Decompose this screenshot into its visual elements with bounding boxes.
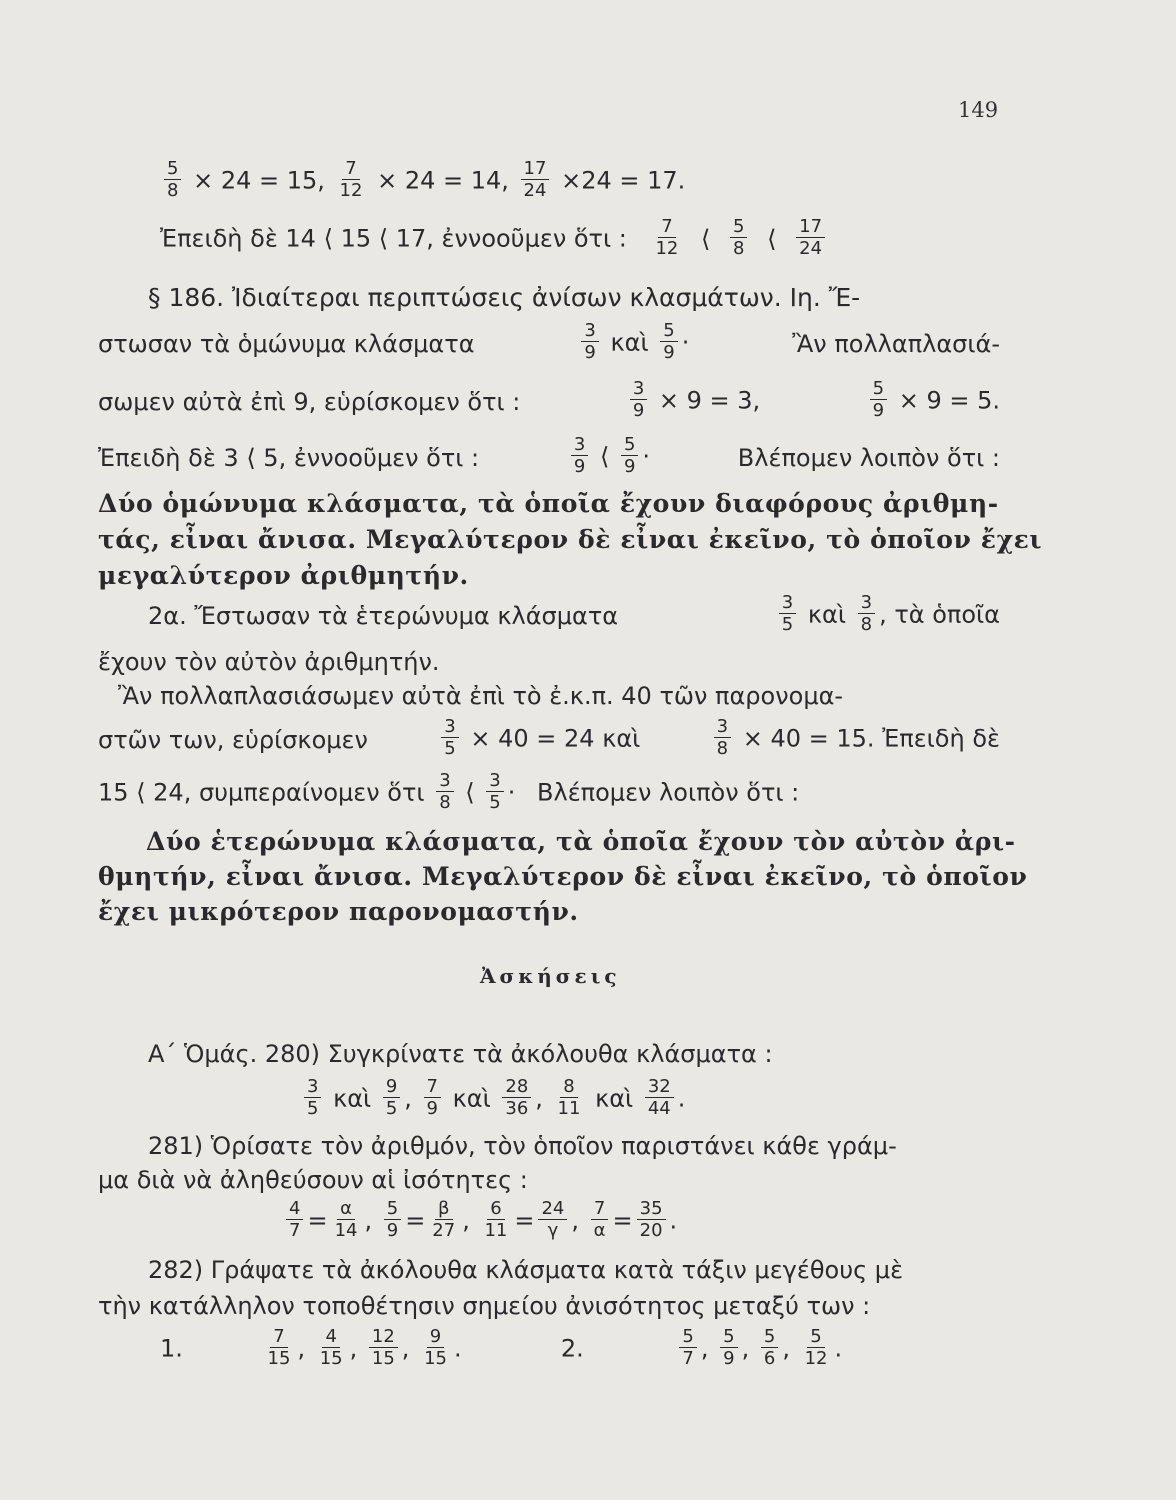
rule-2-line-1: Δύο ἑτερώνυμα κλάσματα, τὰ ὁποῖα ἔχουν τὸν αὐτὸν ἀρι- (146, 827, 1016, 856)
fraction: $\frac{9}{15}$ (424, 1326, 447, 1369)
fraction: $\frac{\alpha}{14}$ (334, 1198, 358, 1241)
fraction: $\frac{3}{8}$ (436, 770, 453, 813)
exercise-282-line-2: τὴν κατάλληλον τοποθέτησιν σημείου ἀνισότητος μεταξύ των : (98, 1292, 871, 1320)
exercise-280-label: Α΄ Ὁμάς. 280) Συγκρίνατε τὰ ἀκόλουθα κλάσματα : (148, 1040, 773, 1068)
fraction: $\frac{5}{6}$ (761, 1326, 778, 1369)
fraction: $\frac{5}{9}$ (621, 434, 638, 477)
case-2a-line-1: 2α. Ἔστωσαν τὰ ἑτερώνυμα κλάσματα $\frac{3}{5}$ καὶ $\frac{3}{8}$ , τὰ ὁποῖα (148, 592, 1000, 635)
fraction: $\frac{17}{24}$ (796, 216, 825, 259)
fraction: $\frac{9}{5}$ (383, 1076, 400, 1119)
fraction: $\frac{7}{12}$ (339, 158, 363, 201)
case-2a-line-4: στῶν των, εὑρίσκομεν $\frac{3}{5}$ × 40 = 24 καὶ $\frac{3}{8}$ × 40 = 15. Ἐπειδὴ δὲ (98, 716, 1000, 759)
rule-1-line-3: μεγαλύτερον ἀριθμητήν. (98, 561, 469, 590)
equation-line-1: $\frac{5}{8}$ × 24 = 15, $\frac{7}{12}$ × 24 = 14, $\frac{17}{24}$ ×24 = 17. (160, 160, 1000, 203)
fraction: $\frac{7}{9}$ (424, 1076, 441, 1119)
fraction: $\frac{17}{24}$ (521, 158, 550, 201)
fraction: $\frac{3}{8}$ (858, 592, 875, 635)
fraction: $\frac{28}{36}$ (502, 1076, 531, 1119)
exercise-281-equalities: $\frac{4}{7}$ = $\frac{\alpha}{14}$ , $\frac{5}{9}$ = $\frac{\beta}{27}$ , $\frac{6}{11}$ = $\frac{24}{\gamma}$ , $\frac{7}{\alpha}$ = $\frac{35}{20}$ . (282, 1200, 1000, 1243)
exercise-280-fractions: $\frac{3}{5}$ καὶ $\frac{9}{5}$ , $\frac{7}{9}$ καὶ $\frac{28}{36}$ , $\frac{8}{11}$ καὶ $\frac{32}{44}$ . (300, 1078, 1000, 1121)
fraction: $\frac{3}{9}$ (630, 378, 647, 421)
section-line-4: Ἐπειδὴ δὲ 3 ⟨ 5, ἐννοοῦμεν ὅτι : $\frac{3}{9}$ ⟨ $\frac{5}{9}$ · Βλέπομεν λοιπὸν ὅτι : (98, 434, 1000, 477)
fraction: $\frac{6}{11}$ (484, 1198, 508, 1241)
rule-1-line-1: Δύο ὁμώνυμα κλάσματα, τὰ ὁποῖα ἔχουν διαφόρους ἀριθμη- (98, 489, 999, 518)
section-line-3: σωμεν αὐτὰ ἐπὶ 9, εὑρίσκομεν ὅτι : $\frac{3}{9}$ × 9 = 3, $\frac{5}{9}$ × 9 = 5. (98, 378, 1000, 421)
fraction: $\frac{3}{5}$ (779, 592, 796, 635)
fraction: $\frac{3}{9}$ (571, 434, 588, 477)
fraction: $\frac{3}{5}$ (441, 716, 458, 759)
fraction: $\frac{5}{9}$ (384, 1198, 401, 1241)
fraction: $\frac{4}{7}$ (286, 1198, 303, 1241)
exercise-281-line-2: μα διὰ νὰ ἀληθεύσουν αἱ ἰσότητες : (98, 1166, 528, 1194)
fraction: $\frac{4}{15}$ (319, 1326, 343, 1369)
fraction: $\frac{3}{5}$ (486, 770, 503, 813)
exercise-282-line-1: 282) Γράψατε τὰ ἀκόλουθα κλάσματα κατὰ τάξιν μεγέθους μὲ (148, 1256, 904, 1284)
fraction: $\frac{5}{8}$ (730, 216, 747, 259)
rule-1-line-2: τάς, εἶναι ἄνισα. Μεγαλύτερον δὲ εἶναι ἐκεῖνο, τὸ ὁποῖον ἔχει (98, 525, 1043, 554)
page-number: 149 (958, 98, 999, 122)
inequality-line: Ἐπειδὴ δὲ 14 ⟨ 15 ⟨ 17, ἐννοοῦμεν ὅτι : $\frac{7}{12}$ ⟨ $\frac{5}{8}$ ⟨ $\frac{17}{24}$ (160, 218, 1000, 261)
fraction: $\frac{5}{9}$ (660, 320, 677, 363)
section-title: § 186. Ἰδιαίτεραι περιπτώσεις ἀνίσων κλασμάτων. Ιη. Ἔ- (148, 283, 861, 312)
fraction: $\frac{7}{12}$ (655, 216, 679, 259)
fraction: $\frac{5}{8}$ (164, 158, 181, 201)
fraction: $\frac{5}{12}$ (804, 1326, 828, 1369)
fraction: $\frac{3}{8}$ (714, 716, 731, 759)
fraction: $\frac{5}{9}$ (870, 378, 887, 421)
rule-2-line-2: θμητήν, εἶναι ἄνισα. Μεγαλύτερον δὲ εἶναι ἐκεῖνο, τὸ ὁποῖον (98, 862, 1028, 891)
case-2a-line-2: ἔχουν τὸν αὐτὸν ἀριθμητήν. (98, 648, 440, 676)
fraction: $\frac{8}{11}$ (557, 1076, 581, 1119)
fraction: $\frac{32}{44}$ (645, 1076, 674, 1119)
fraction: $\frac{35}{20}$ (637, 1198, 666, 1241)
exercise-281-line-1: 281) Ὁρίσατε τὸν ἀριθμόν, τὸν ὁποῖον παριστάνει κάθε γράμ- (148, 1132, 897, 1160)
fraction: $\frac{7}{\alpha}$ (591, 1198, 609, 1241)
exercises-heading: Ἀσκήσεις (480, 964, 621, 988)
exercise-282-fractions: 1. $\frac{7}{15}$ , $\frac{4}{15}$ , $\frac{12}{15}$ , $\frac{9}{15}$ . 2. $\frac{5}{7}$ , $\frac{5}{9}$ , $\frac{5}{6}$ , $\frac{5}{12}$ . (160, 1326, 843, 1369)
section-line-2: στωσαν τὰ ὁμώνυμα κλάσματα $\frac{3}{9}$ καὶ $\frac{5}{9}$ · Ἂν πολλαπλασιά- (98, 320, 1000, 363)
rule-2-line-3: ἔχει μικρότερον παρονομαστήν. (98, 897, 579, 926)
fraction: $\frac{7}{15}$ (267, 1326, 291, 1369)
case-2a-line-5: 15 ⟨ 24, συμπεραίνομεν ὅτι $\frac{3}{8}$ ⟨ $\frac{3}{5}$ · Βλέπομεν λοιπὸν ὅτι : (98, 770, 800, 813)
fraction: $\frac{12}{15}$ (369, 1326, 398, 1369)
fraction: $\frac{5}{7}$ (679, 1326, 696, 1369)
fraction: $\frac{3}{5}$ (304, 1076, 321, 1119)
fraction: $\frac{24}{\gamma}$ (538, 1198, 567, 1241)
case-2a-line-3: Ἂν πολλαπλασιάσωμεν αὐτὰ ἐπὶ τὸ ἐ.κ.π. 40 τῶν παρονομα- (118, 682, 844, 710)
fraction: $\frac{\beta}{27}$ (432, 1198, 456, 1241)
fraction: $\frac{5}{9}$ (720, 1326, 737, 1369)
fraction: $\frac{3}{9}$ (581, 320, 598, 363)
